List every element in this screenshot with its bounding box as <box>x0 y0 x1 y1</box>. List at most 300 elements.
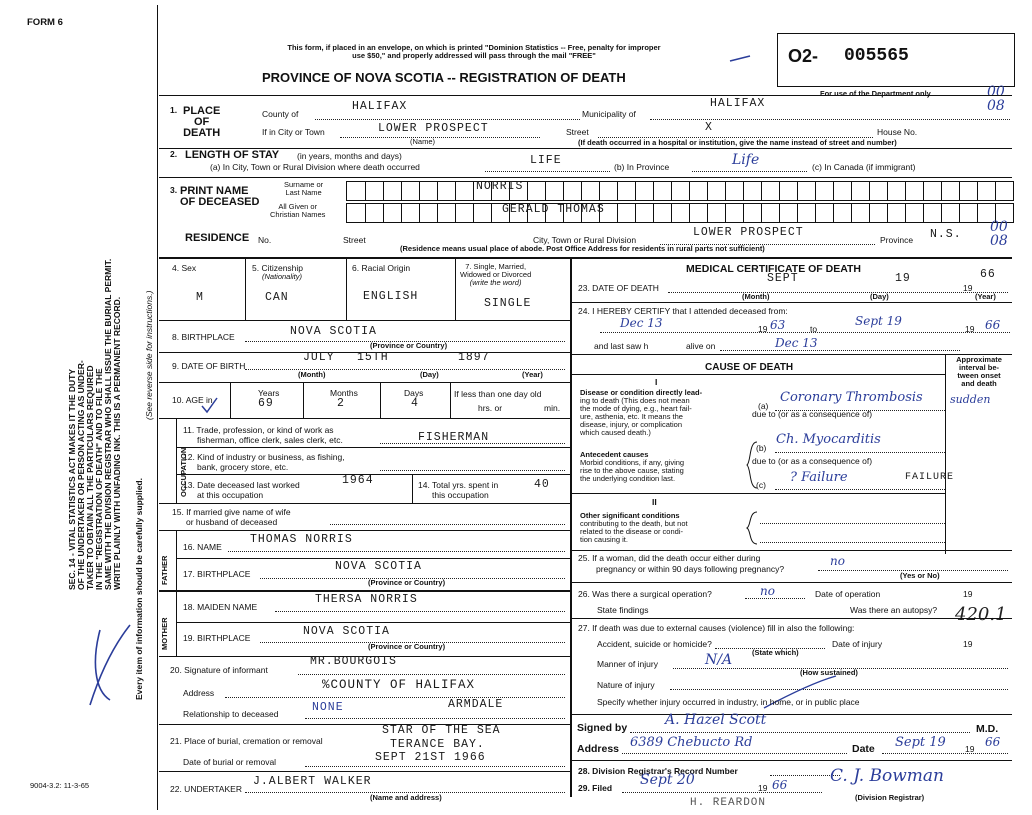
char-cell-divider <box>635 182 636 200</box>
racial-origin-value: ENGLISH <box>363 290 419 303</box>
char-cell-divider <box>671 204 672 222</box>
field-rule <box>305 718 565 719</box>
char-cell-divider <box>779 182 780 200</box>
last-saw-date: Dec 13 <box>775 336 818 350</box>
mother-birthplace-label: 19. BIRTHPLACE <box>183 633 251 643</box>
city-label: If in City or Town <box>262 127 325 137</box>
char-cell-divider <box>797 182 798 200</box>
field-rule <box>692 171 807 172</box>
nineteen: 19 <box>758 783 768 793</box>
operation-date-label: Date of operation <box>815 589 881 599</box>
father-birthplace-sub: (Province or Country) <box>368 578 446 587</box>
side-line: SAME WITH THE DIVISION REGISTRAR WHO SHALL ISSUE THE BURIAL PERMIT. <box>103 258 113 590</box>
label-line: and death <box>961 379 997 388</box>
nineteen: 19 <box>963 639 973 649</box>
nature-label: Nature of injury <box>597 680 655 690</box>
mother-maiden-label: 18. MAIDEN NAME <box>183 602 258 612</box>
racial-origin-label: 6. Racial Origin <box>352 263 411 273</box>
father-name-label: 16. NAME <box>183 542 222 552</box>
char-cell-divider <box>869 182 870 200</box>
column-divider <box>570 257 572 797</box>
part-one-label: I <box>655 377 658 387</box>
char-cell-divider <box>617 204 618 222</box>
s2-num: 2. <box>170 149 178 159</box>
rule <box>159 530 570 531</box>
label-line: 11. Trade, profession, or kind of work as <box>183 425 334 435</box>
rule <box>176 622 570 623</box>
reardon-stamp: H. REARDON <box>690 797 767 809</box>
citizenship-sub: (Nationality) <box>262 272 303 281</box>
cause-a-label: (a) <box>758 401 769 411</box>
physician-address-label: Address <box>577 743 620 755</box>
death-sub-day: (Day) <box>870 292 889 301</box>
char-cell-divider <box>707 204 708 222</box>
label-line: ure, asthenia, etc. It means the <box>580 412 683 421</box>
char-cell-divider <box>977 204 978 222</box>
s12-label <box>183 452 345 472</box>
occupation-label: OCCUPATION <box>179 447 188 497</box>
char-cell-divider <box>761 182 762 200</box>
char-cell-divider <box>473 182 474 200</box>
date-of-death-label: 23. DATE OF DEATH <box>578 283 659 293</box>
char-cell-divider <box>887 204 888 222</box>
label-line: 25. If a woman, did the death occur either during <box>578 553 761 563</box>
margin-rule <box>157 5 158 810</box>
alive-on-label: alive on <box>686 341 716 351</box>
death-sub-month: (Month) <box>742 292 770 301</box>
given-label <box>270 203 325 219</box>
burial-place-line2: TERANCE BAY. <box>390 738 485 751</box>
due-to-label: due to (or as a consequence of) <box>752 409 873 419</box>
external-causes-label: 27. If death was due to external causes (violence) fill in also the following: <box>578 623 855 633</box>
nineteen: 19 <box>963 589 973 599</box>
dob-sub-day: (Day) <box>420 370 439 379</box>
label-line: Widowed or Divorced <box>460 270 532 279</box>
char-cell-divider <box>401 182 402 200</box>
char-cell-divider <box>563 182 564 200</box>
residence-label: RESIDENCE <box>185 232 250 244</box>
municipality-value: HALIFAX <box>710 97 766 110</box>
cell-divider <box>380 382 381 418</box>
relationship-value: NONE <box>312 701 344 714</box>
char-cell-divider <box>455 204 456 222</box>
birthplace-value: NOVA SCOTIA <box>290 325 377 338</box>
informant-label: 20. Signature of informant <box>170 665 268 675</box>
form-title: PROVINCE OF NOVA SCOTIA -- REGISTRATION OF DEATH <box>262 70 626 85</box>
char-cell-divider <box>851 204 852 222</box>
label-line: (write the word) <box>469 278 522 287</box>
age-years-label: Years <box>258 388 280 398</box>
label-line: tween onset <box>957 371 1001 380</box>
municipality-label: Municipality of <box>582 109 636 119</box>
side-line: WRITE PLAINLY WITH UNFADING INK. THIS IS A PERMANENT RECORD. <box>112 296 122 590</box>
s14-label <box>418 480 498 500</box>
char-cell-divider <box>977 182 978 200</box>
label-line: PRINT NAME <box>180 185 249 197</box>
cell-divider <box>455 257 456 320</box>
cause-of-death-title: CAUSE OF DEATH <box>705 362 794 373</box>
registrar-sub: (Division Registrar) <box>855 793 925 802</box>
age-months-label: Months <box>330 388 358 398</box>
rule <box>176 558 570 559</box>
residence-mark: 00 <box>990 219 1008 235</box>
label-line: bank, grocery store, etc. <box>197 462 289 472</box>
field-rule <box>275 611 565 612</box>
dept-marks <box>987 85 1005 113</box>
field-rule <box>330 524 565 525</box>
antecedent-label <box>580 451 684 483</box>
char-cell-divider <box>383 182 384 200</box>
cell-divider <box>176 418 177 503</box>
attended-to: Sept 19 <box>855 314 902 328</box>
char-cell-divider <box>815 204 816 222</box>
brace-icon <box>745 440 759 490</box>
label-line: at this occupation <box>197 490 264 500</box>
age-years: 69 <box>258 397 274 410</box>
house-label: House No. <box>877 127 918 137</box>
disease-label <box>580 389 702 437</box>
rule <box>570 550 1012 551</box>
undertaker-value: J.ALBERT WALKER <box>253 775 372 788</box>
father-name-value: THOMAS NORRIS <box>250 533 353 546</box>
surgery-label: 26. Was there a surgical operation? <box>578 589 712 599</box>
approx-interval-label <box>950 356 1008 388</box>
label-line: Surname or <box>284 180 324 189</box>
pen-mark-icon <box>728 52 752 66</box>
residence-note: (Residence means usual place of abode. Post Office Address for residents in rural parts not sufficient) <box>400 244 765 253</box>
institution-note: (If death occurred in a hospital or institution, give the name instead of street and number) <box>578 138 897 147</box>
residence-no-label: No. <box>258 235 272 245</box>
burial-place-label: 21. Place of burial, cremation or removal <box>170 736 323 746</box>
county-value: HALIFAX <box>352 100 408 113</box>
citizenship-label: 5. Citizenship <box>252 263 304 273</box>
informant-address-label: Address <box>183 688 215 698</box>
other-conditions-label <box>580 512 688 544</box>
char-cell-divider <box>437 182 438 200</box>
field-rule <box>760 542 945 543</box>
char-cell-divider <box>905 204 906 222</box>
label-line: Disease or condition directly lead- <box>580 388 703 397</box>
label-line: pregnancy or within 90 days following pregnancy? <box>596 564 785 574</box>
field-rule <box>298 674 565 675</box>
pregnancy-sub: (Yes or No) <box>900 571 940 580</box>
stay-b-value: Life <box>732 152 760 168</box>
specify-label: Specify whether injury occurred in industry, in home, or in public place <box>597 697 860 707</box>
char-cell-divider <box>923 204 924 222</box>
sex-label: 4. Sex <box>172 263 197 273</box>
street-label: Street <box>566 127 589 137</box>
char-cell-divider <box>599 182 600 200</box>
how-sustained-sub: (How sustained) <box>800 668 858 677</box>
cell-divider <box>230 382 231 418</box>
cell-divider <box>245 257 246 320</box>
label-line: 14. Total yrs. spent in <box>418 480 499 490</box>
char-cell-divider <box>491 204 492 222</box>
sex-value: M <box>196 291 204 304</box>
citizenship-value: CAN <box>265 291 289 304</box>
attended-from-year: 63 <box>770 318 786 332</box>
field-rule <box>760 523 945 524</box>
hrs-label: hrs. or <box>478 403 503 413</box>
death-year: 66 <box>980 268 996 281</box>
mother-maiden-value: THERSA NORRIS <box>315 593 418 606</box>
mother-birthplace-value: NOVA SCOTIA <box>303 625 390 638</box>
death-month: SEPT <box>767 272 799 285</box>
reg-number: 005565 <box>844 46 909 66</box>
field-rule <box>485 171 610 172</box>
cause-a-value: Coronary Thrombosis <box>780 390 923 405</box>
rule <box>159 418 570 419</box>
char-cell-divider <box>725 182 726 200</box>
label-line: DEATH <box>183 127 221 139</box>
mother-label: MOTHER <box>160 617 169 650</box>
label-line: Other significant conditions <box>580 511 680 520</box>
trade-value: FISHERMAN <box>418 431 490 444</box>
autopsy-code: 420.1 <box>955 604 1007 625</box>
death-year-prefix: 19 <box>963 283 973 293</box>
char-cell-divider <box>671 182 672 200</box>
nineteen: 19 <box>758 324 768 334</box>
field-rule <box>340 137 540 138</box>
char-cell-divider <box>923 182 924 200</box>
field-rule <box>380 443 565 444</box>
rule <box>570 714 1012 715</box>
side-line: OF THE UNDERTAKER OR PERSON ACTING AS UNDER- <box>76 360 86 590</box>
char-cell-divider <box>743 204 744 222</box>
rule <box>570 302 1012 303</box>
father-birthplace-value: NOVA SCOTIA <box>335 560 422 573</box>
residence-marks <box>990 220 1008 248</box>
rule <box>570 618 1012 619</box>
field-rule <box>380 470 565 471</box>
residence-mark: 08 <box>990 233 1008 249</box>
part-two-label: II <box>652 497 657 507</box>
char-cell-divider <box>743 182 744 200</box>
dept-mark: 00 <box>987 84 1005 100</box>
char-cell-divider <box>635 204 636 222</box>
label-line: fisherman, office clerk, sales clerk, etc. <box>197 435 343 445</box>
label-line: interval be- <box>958 363 999 372</box>
burial-date-value: SEPT 21ST 1966 <box>375 751 486 764</box>
label-line: the mode of dying, e.g., heart fail- <box>580 404 692 413</box>
attended-from: Dec 13 <box>620 316 663 330</box>
label-line: contributing to the death, but not <box>580 519 688 528</box>
char-cell-divider <box>653 204 654 222</box>
label-line: or husband of deceased <box>186 517 278 527</box>
physician-signature: A. Hazel Scott <box>665 712 767 728</box>
field-rule <box>650 119 1010 120</box>
char-cell-divider <box>761 204 762 222</box>
length-of-stay-sub: (in years, months and days) <box>297 151 402 161</box>
due-to-label: due to (or as a consequence of) <box>752 456 873 466</box>
relationship-label: Relationship to deceased <box>183 709 279 719</box>
age-label: 10. AGE in <box>172 395 213 405</box>
label-line: related to the disease or condi- <box>580 527 683 536</box>
last-worked-value: 1964 <box>342 474 374 487</box>
rule <box>159 257 1012 259</box>
side-line: SEC. 14 - VITAL STATISTICS ACT MAKES IT THE DUTY <box>67 368 77 590</box>
cell-divider <box>346 257 347 320</box>
field-rule <box>600 332 1010 333</box>
length-of-stay-label: LENGTH OF STAY <box>185 149 280 161</box>
char-cell-divider <box>815 182 816 200</box>
undertaker-sub: (Name and address) <box>370 793 442 802</box>
reverse-note: (See reverse side for instructions.) <box>144 290 154 420</box>
label-line: Christian Names <box>270 210 326 219</box>
informant-address-line2: ARMDALE <box>448 698 504 711</box>
field-rule <box>315 119 580 120</box>
rule <box>159 177 1012 178</box>
county-label: County of <box>262 109 299 119</box>
stay-c-label: (c) In Canada (if immigrant) <box>812 162 916 172</box>
cell-divider <box>176 530 177 656</box>
birthplace-label: 8. BIRTHPLACE <box>172 332 235 342</box>
field-rule <box>630 732 970 733</box>
less-than-day-label: If less than one day old <box>454 389 542 399</box>
signed-date-label: Date <box>852 743 875 755</box>
label-line: rise to the above cause, stating <box>580 466 684 475</box>
pregnancy-value: no <box>830 554 845 568</box>
dob-label: 9. DATE OF BIRTH <box>172 361 246 371</box>
physician-address: 6389 Chebucto Rd <box>630 735 753 750</box>
nineteen: 19 <box>965 324 975 334</box>
rule <box>159 771 570 772</box>
char-cell-divider <box>941 182 942 200</box>
field-rule <box>622 753 847 754</box>
char-cell-divider <box>941 204 942 222</box>
label-line: Last Name <box>285 188 322 197</box>
field-rule <box>228 551 565 552</box>
registration-number-box <box>777 33 1015 87</box>
char-cell-divider <box>365 182 366 200</box>
md-label: M.D. <box>976 723 999 735</box>
instructions-sidebar <box>68 10 122 590</box>
rule <box>159 148 1012 149</box>
char-cell-divider <box>959 204 960 222</box>
char-cell-divider <box>401 204 402 222</box>
cause-b-label: (b) <box>756 443 767 453</box>
rule <box>159 724 570 725</box>
char-cell-divider <box>833 204 834 222</box>
registrar-record-label: 28. Division Registrar's Record Number <box>578 766 738 776</box>
rule <box>159 590 570 592</box>
char-cell-divider <box>419 182 420 200</box>
dob-sub-year: (Year) <box>522 370 543 379</box>
filed-year: 66 <box>772 778 788 792</box>
notice-line: use $50," and properly addressed will pass through the mail "FREE" <box>352 51 596 60</box>
every-item-note: Every item of information should be carefully supplied. <box>134 478 144 700</box>
label-line: Approximate <box>956 355 1002 364</box>
char-cell-divider <box>419 204 420 222</box>
label-line: ing to death (This does not mean <box>580 396 690 405</box>
surname-label <box>284 181 323 197</box>
label-line: 15. If married give name of wife <box>172 507 291 517</box>
rule <box>176 447 570 448</box>
residence-city-label: City, Town or Rural Division <box>533 235 637 245</box>
autopsy-label: Was there an autopsy? <box>850 605 938 615</box>
mother-birthplace-sub: (Province or Country) <box>368 642 446 651</box>
s3-num: 3. <box>170 185 178 195</box>
filed-label: 29. Filed <box>578 783 613 793</box>
father-birthplace-label: 17. BIRTHPLACE <box>183 569 251 579</box>
burial-date-label: Date of burial or removal <box>183 757 277 767</box>
residence-prov-value: N.S. <box>930 228 962 241</box>
given-value: GERALD THOMAS <box>502 203 605 216</box>
char-cell-divider <box>707 182 708 200</box>
char-cell-divider <box>455 182 456 200</box>
accident-label: Accident, suicide or homicide? <box>597 639 712 649</box>
informant-address-value: %COUNTY OF HALIFAX <box>322 678 476 692</box>
signed-by-label: Signed by <box>577 722 628 734</box>
manner-label: Manner of injury <box>597 659 658 669</box>
rule <box>570 760 1012 761</box>
char-cell-divider <box>365 204 366 222</box>
field-rule <box>775 452 945 453</box>
field-rule <box>622 792 822 793</box>
death-sub-year: (Year) <box>975 292 996 301</box>
signed-year: 66 <box>985 735 1001 749</box>
to-label: to <box>810 324 818 334</box>
dept-use-label: For use of the Department only <box>820 89 931 98</box>
city-value: LOWER PROSPECT <box>378 122 489 135</box>
char-cell-divider <box>545 182 546 200</box>
death-day: 19 <box>895 272 911 285</box>
medical-certificate-title: MEDICAL CERTIFICATE OF DEATH <box>686 263 861 275</box>
label-line: tion causing it. <box>580 535 628 544</box>
label-line: 12. Kind of industry or business, as fishing, <box>183 452 345 462</box>
nineteen: 19 <box>965 744 975 754</box>
char-cell-divider <box>473 204 474 222</box>
char-cell-divider <box>383 204 384 222</box>
char-cell-divider <box>725 204 726 222</box>
field-rule <box>245 369 565 370</box>
char-cell-divider <box>833 182 834 200</box>
print-name-label <box>180 186 259 208</box>
stay-b-label: (b) In Province <box>614 162 670 172</box>
cause-c-typed: FAILURE <box>905 472 955 483</box>
label-line: All Given or <box>278 202 318 211</box>
label-line: 7. Single, Married, <box>465 262 527 271</box>
marital-label <box>460 263 531 287</box>
rule <box>570 582 1012 583</box>
label-line: which caused death.) <box>580 428 651 437</box>
age-months: 2 <box>337 397 345 410</box>
residence-prov-label: Province <box>880 235 914 245</box>
char-cell-divider <box>959 182 960 200</box>
rule <box>159 320 570 321</box>
handwritten-mark-icon <box>80 610 140 720</box>
checkmark-icon <box>200 396 220 416</box>
years-spent-value: 40 <box>534 478 550 491</box>
rule <box>159 503 570 504</box>
age-days: 4 <box>411 397 419 410</box>
char-cell-divider <box>995 182 996 200</box>
print-code: 9004-3.2: 11-3-65 <box>30 781 90 790</box>
s1-num: 1. <box>170 105 178 115</box>
dept-mark: 08 <box>987 98 1005 114</box>
char-cell-divider <box>905 182 906 200</box>
street-value: X <box>705 121 713 134</box>
label-line: 13. Date deceased last worked <box>183 480 300 490</box>
label-line: OF DECEASED <box>180 196 260 208</box>
field-rule <box>745 598 805 599</box>
char-cell-divider <box>617 182 618 200</box>
char-cell-divider <box>437 204 438 222</box>
char-cell-divider <box>581 182 582 200</box>
stay-a-label: (a) In City, Town or Rural Division where death occurred <box>210 162 420 172</box>
label-line: Antecedent causes <box>580 450 649 459</box>
registrar-signature: C. J. Bowman <box>830 766 944 786</box>
